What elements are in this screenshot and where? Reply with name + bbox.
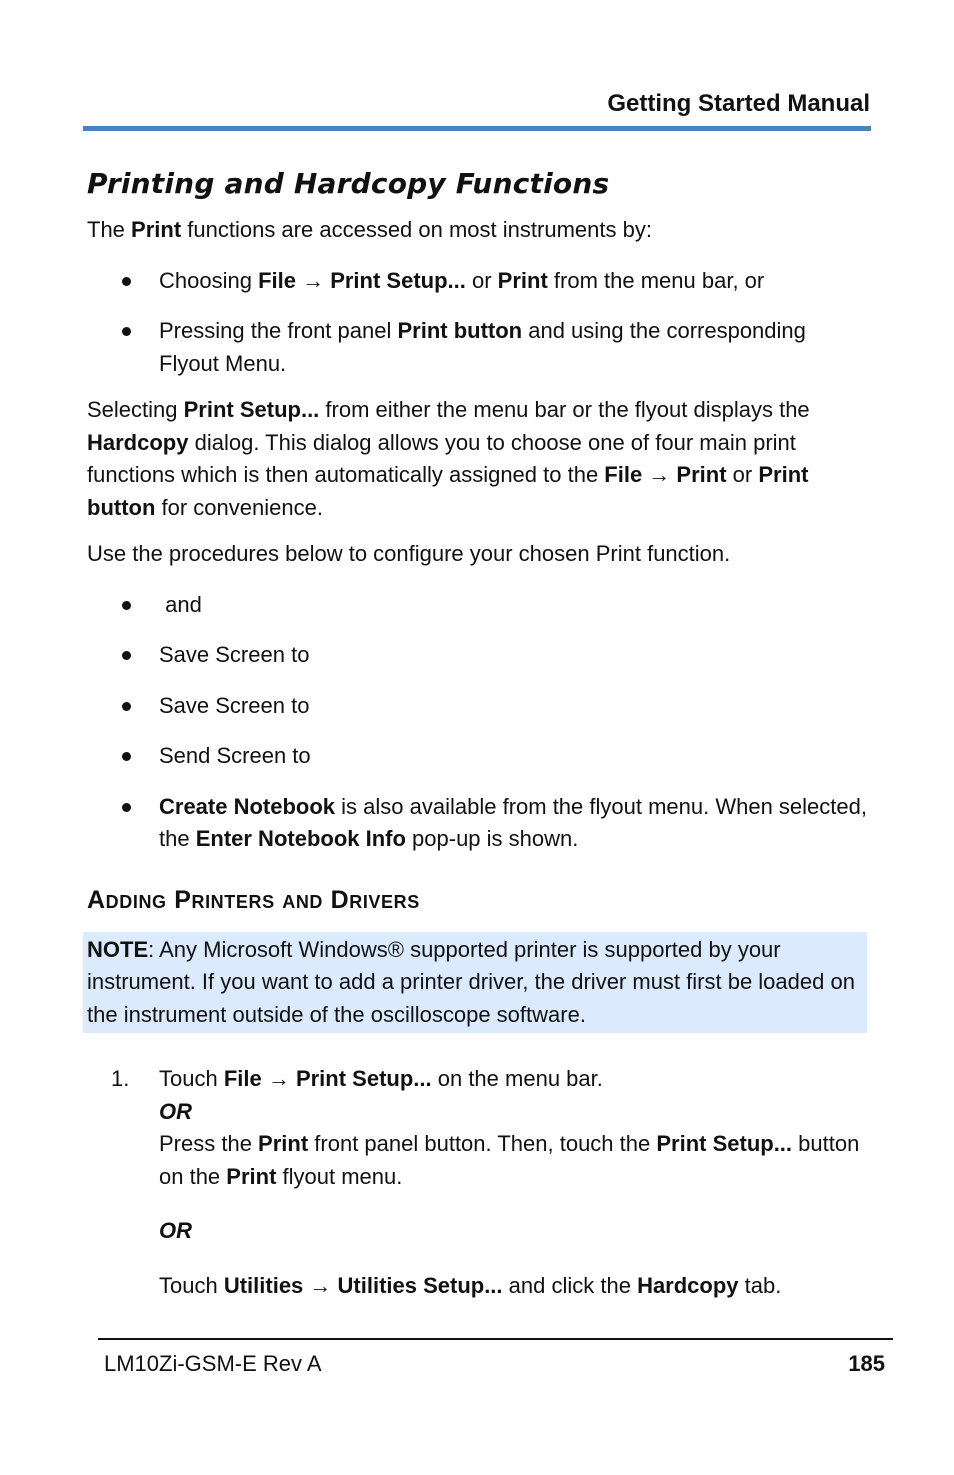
subsection-title: Adding Printers and Drivers — [87, 885, 420, 914]
function-list — [87, 589, 867, 856]
step-item — [87, 1063, 867, 1302]
bullet-dot-icon — [122, 601, 131, 610]
note-text: NOTE: Any Microsoft Windows® supported printer is supported by your instrument. If you want to add a printer driver, the driver must first be loaded on the instrument outside of the oscilloscope software. — [87, 936, 855, 1027]
footer-rule — [98, 1338, 893, 1340]
list-item: Save Screen to — [87, 639, 867, 672]
step-number: 1. — [111, 1066, 130, 1091]
page-content — [87, 162, 867, 1302]
document-id: LM10Zi-GSM-E Rev A — [104, 1351, 322, 1376]
access-list — [87, 265, 867, 381]
page-number: 185 — [848, 1351, 885, 1376]
steps-list — [87, 1063, 867, 1302]
running-header: Getting Started Manual — [607, 90, 870, 117]
step-line: Touch File → Print Setup... on the menu bar. — [159, 1066, 603, 1091]
list-item: Pressing the front panel Print button and using the corresponding Flyout Menu. — [87, 315, 867, 380]
intro-paragraph: The Print functions are accessed on most instruments by: — [87, 217, 652, 242]
list-item: Create Notebook is also available from the flyout menu. When selected, the Enter Notebook Info pop-up is shown. — [87, 791, 867, 856]
section-title: Printing and Hardcopy Functions — [87, 167, 610, 200]
or-label: OR — [159, 1218, 192, 1243]
bullet-dot-icon — [122, 702, 131, 711]
list-item: Send Screen to — [87, 740, 867, 773]
bullet-dot-icon — [122, 277, 131, 286]
note-box — [83, 932, 867, 1034]
list-item: Save Screen to — [87, 690, 867, 723]
bullet-dot-icon — [122, 803, 131, 812]
bullet-dot-icon — [122, 651, 131, 660]
step-line: Press the Print front panel button. Then, touch the Print Setup... button on the Print flyout menu. — [159, 1131, 860, 1189]
bullet-dot-icon — [122, 327, 131, 336]
header-rule — [83, 126, 871, 131]
selecting-paragraph: Selecting Print Setup... from either the menu bar or the flyout displays the Hardcopy dialog. This dialog allows you to choose one of four main print functions which is then automatically assigned to the File → Print or Print button for convenience. — [87, 397, 810, 520]
bullet-dot-icon — [122, 752, 131, 761]
list-item: Choosing File → Print Setup... or Print from the menu bar, or — [87, 265, 867, 298]
procedures-paragraph: Use the procedures below to configure your chosen Print function. — [87, 541, 731, 566]
or-label: OR — [159, 1098, 192, 1124]
step-line: Touch Utilities → Utilities Setup... and click the Hardcopy tab. — [159, 1272, 782, 1298]
list-item: and — [87, 589, 867, 622]
